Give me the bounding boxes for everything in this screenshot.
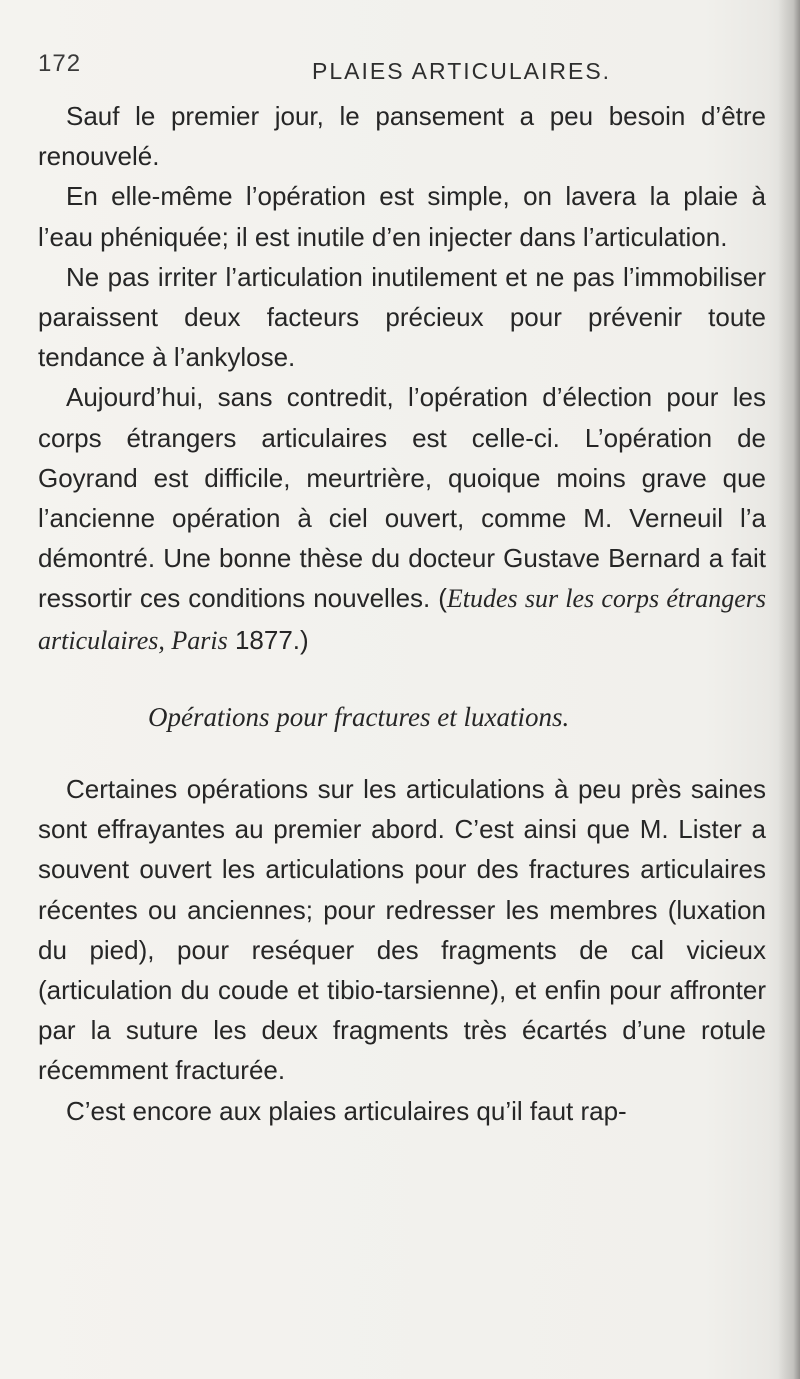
running-title: PLAIES ARTICULAIRES. xyxy=(312,58,612,84)
page-edge-shadow xyxy=(778,0,800,1379)
section-heading: Opérations pour fractures et luxations. xyxy=(148,701,570,732)
paragraph-fractures: Certaines opérations sur les articulations à peu près saines sont effrayantes au premier abord. C’est ainsi que M. Lister a souvent ouvert les articulations pour des fractures articulaires récentes ou anciennes; pour redresser les membres (luxation du pied), pour reséquer des fragments de cal vicieux (articulation du coude et tibio-tarsienne), et enfin pour affronter par la suture les deux fragments très écartés d’une rotule récemment fracturée. xyxy=(38,774,766,1086)
citation-title: Etudes sur les corps étrangers articulaires, Paris xyxy=(38,584,766,655)
page-number: 172 xyxy=(38,50,82,77)
paragraph-foreign-bodies-text: Aujourd’hui, sans contredit, l’opération d’élection pour les corps étrangers articulaires est celle-ci. L’opération de Goyrand est difficile, meurtrière, quoique moins grave que l’ancienne opération à ciel ouvert, comme M. Verneuil l’a démontré. Une bonne thèse du docteur Gustave Bernard a fait ressortir ces conditions nouvelles. ( xyxy=(38,382,766,614)
body-text xyxy=(38,96,766,1131)
citation-year: 1877.) xyxy=(227,624,309,655)
paragraph-operation: En elle-même l’opération est simple, on lavera la plaie à l’eau phéniquée; il est inutile d’en injecter dans l’articulation. xyxy=(38,181,766,252)
paragraph-ankylosis: Ne pas irriter l’articulation inutilement et ne pas l’immobiliser paraissent deux facteurs précieux pour prévenir toute tendance à l’ankylose. xyxy=(38,261,766,373)
paragraph-continuation: C’est encore aux plaies articulaires qu’il faut rap- xyxy=(66,1095,627,1126)
paragraph-dressing: Sauf le premier jour, le pansement a peu besoin d’être renouvelé. xyxy=(38,101,766,172)
paragraph-foreign-bodies xyxy=(38,377,766,660)
